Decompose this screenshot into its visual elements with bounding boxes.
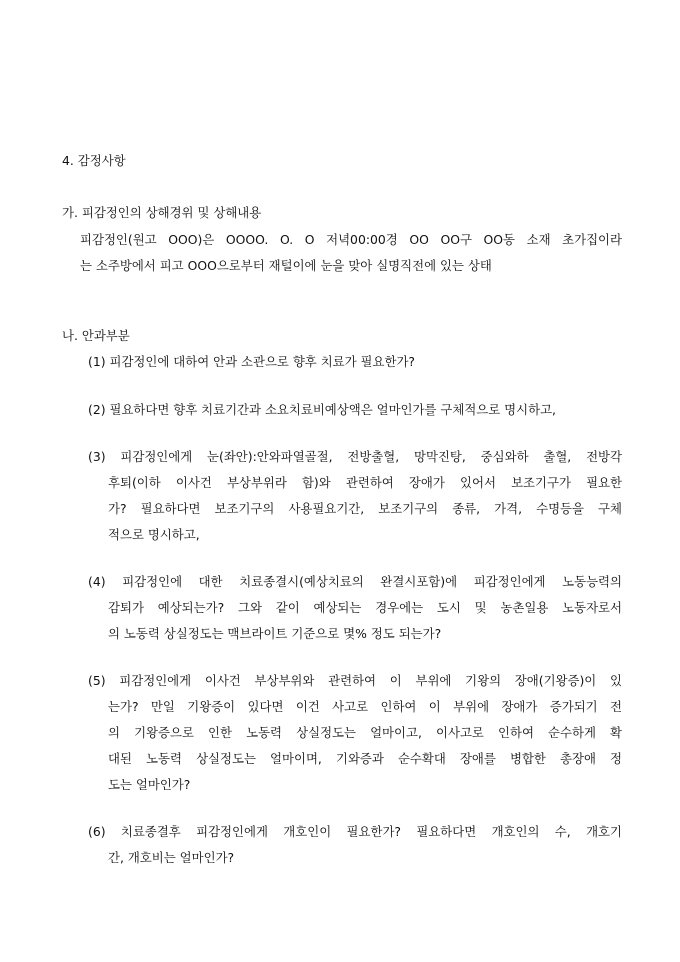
item-3-line-3: 가? 필요하다면 보조기구의 사용필요기간, 보조기구의 종류, 가격, 수명등을 구체 bbox=[108, 501, 622, 516]
item-5-line-2: 는가? 만일 기왕증이 있다면 이건 사고로 인하여 이 부위에 장애가 증가되기 전 bbox=[108, 699, 622, 714]
subsection-a-body-line-1: 피감정인(원고 OOO)은 OOOO. O. O 저녁00:00경 OO OO구 OO동 소재 초가집이라 bbox=[80, 232, 622, 247]
item-5-line-5: 도는 얼마인가? bbox=[108, 777, 191, 792]
item-4-line-1: (4) 피감정인에 대한 치료종결시(예상치료의 완결시포함)에 피감정인에게 노동능력의 bbox=[88, 574, 622, 589]
item-6-line-2: 간, 개호비는 얼마인가? bbox=[108, 850, 235, 865]
item-6-line-1: (6) 치료종결후 피감정인에게 개호인이 필요한가? 필요하다면 개호인의 수, 개호기 bbox=[88, 824, 622, 839]
item-5-line-4: 대된 노동력 상실정도는 얼마이며, 기와증과 순수확대 장애를 병합한 총장애 정 bbox=[108, 751, 622, 766]
item-5-line-1: (5) 피감정인에게 이사건 부상부위와 관련하여 이 부위에 기왕의 장애(기왕증)이 있 bbox=[88, 673, 622, 688]
subsection-a-title: 가. 피감정인의 상해경위 및 상해내용 bbox=[62, 205, 262, 220]
subsection-b-title: 나. 안과부분 bbox=[62, 328, 130, 343]
item-3-line-2: 후퇴(이하 이사건 부상부위라 함)와 관련하여 장애가 있어서 보조기구가 필요한 bbox=[108, 475, 622, 490]
item-3-line-4: 적으로 명시하고, bbox=[108, 527, 200, 542]
item-4-line-2: 감퇴가 예상되는가? 그와 같이 예상되는 경우에는 도시 및 농촌일용 노동자로서 bbox=[108, 600, 622, 615]
item-1-line-1: (1) 피감정인에 대하여 안과 소관으로 향후 치료가 필요한가? bbox=[88, 354, 415, 369]
item-4-line-3: 의 노동력 상실정도는 맥브라이트 기준으로 몇% 정도 되는가? bbox=[108, 626, 442, 641]
item-3-line-1: (3) 피감정인에게 눈(좌안):안와파열골절, 전방출혈, 망막진탕, 중심와하 출혈, 전방각 bbox=[88, 449, 622, 464]
item-2-line-1: (2) 필요하다면 향후 치료기간과 소요치료비예상액은 얼마인가를 구체적으로 명시하고, bbox=[88, 402, 556, 417]
item-5-line-3: 의 기왕증으로 인한 노동력 상실정도는 얼마이고, 이사고로 인하여 순수하게 확 bbox=[108, 725, 622, 740]
section-heading: 4. 감정사항 bbox=[62, 153, 126, 168]
subsection-a-body-line-2: 는 소주방에서 피고 OOO으로부터 재털이에 눈을 맞아 실명직전에 있는 상태 bbox=[80, 258, 492, 273]
